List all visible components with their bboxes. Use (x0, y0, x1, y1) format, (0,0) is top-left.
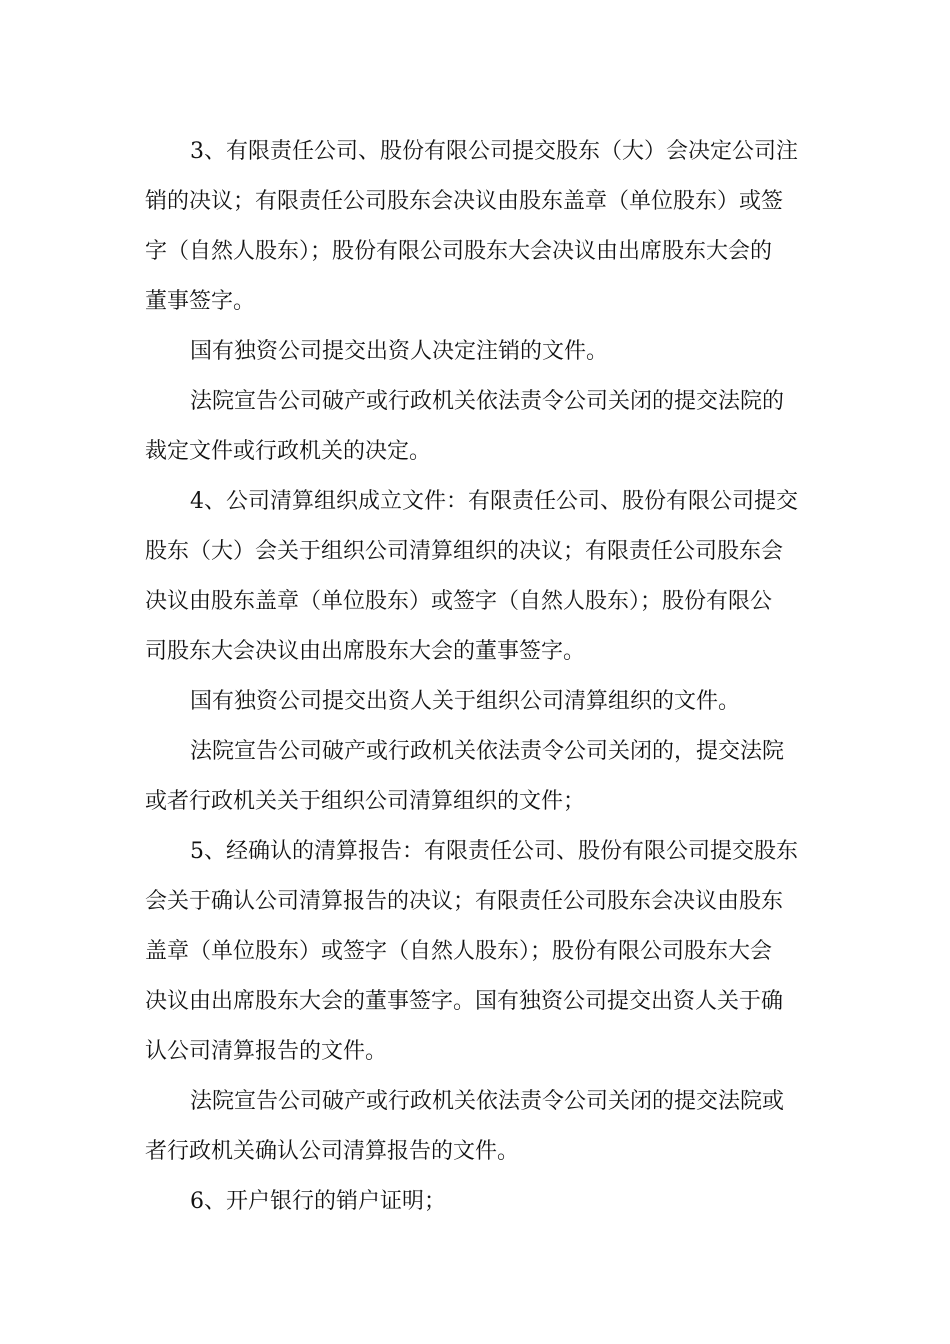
text-line: 盖章（单位股东）或签字（自然人股东）；股份有限公司股东大会 (145, 939, 773, 964)
text-line: 董事签字。 (145, 289, 256, 314)
text-line-item5-start: 5、经确认的清算报告：有限责任公司、股份有限公司提交股东 (190, 839, 798, 864)
text-line: 者行政机关确认公司清算报告的文件。 (145, 1139, 520, 1164)
text-line: 销的决议；有限责任公司股东会决议由股东盖章（单位股东）或签 (145, 189, 784, 214)
text-line-paragraph-start: 法院宣告公司破产或行政机关依法责令公司关闭的，提交法院 (190, 739, 785, 764)
text-line-item4-start: 4、公司清算组织成立文件：有限责任公司、股份有限公司提交 (190, 489, 798, 514)
text-line: 会关于确认公司清算报告的决议；有限责任公司股东会决议由股东 (145, 889, 784, 914)
text-line-paragraph-start: 国有独资公司提交出资人关于组织公司清算组织的文件。 (190, 689, 741, 714)
text-line-item6-start: 6、开户银行的销户证明； (190, 1189, 446, 1214)
text-line: 决议由股东盖章（单位股东）或签字（自然人股东）；股份有限公 (145, 589, 773, 614)
text-line: 股东（大）会关于组织公司清算组织的决议；有限责任公司股东会 (145, 539, 784, 564)
text-line-paragraph-start: 法院宣告公司破产或行政机关依法责令公司关闭的提交法院或 (190, 1089, 785, 1114)
text-line: 司股东大会决议由出席股东大会的董事签字。 (145, 639, 586, 664)
text-line-item3-start: 3、有限责任公司、股份有限公司提交股东（大）会决定公司注 (190, 139, 798, 164)
text-line: 认公司清算报告的文件。 (145, 1039, 388, 1064)
text-line: 裁定文件或行政机关的决定。 (145, 439, 432, 464)
text-line: 字（自然人股东）；股份有限公司股东大会决议由出席股东大会的 (145, 239, 773, 264)
text-line-paragraph-start: 法院宣告公司破产或行政机关依法责令公司关闭的提交法院的 (190, 389, 785, 414)
text-line: 或者行政机关关于组织公司清算组织的文件； (145, 789, 586, 814)
text-line: 决议由出席股东大会的董事签字。国有独资公司提交出资人关于确 (145, 989, 784, 1014)
text-line-paragraph-start: 国有独资公司提交出资人决定注销的文件。 (190, 339, 609, 364)
